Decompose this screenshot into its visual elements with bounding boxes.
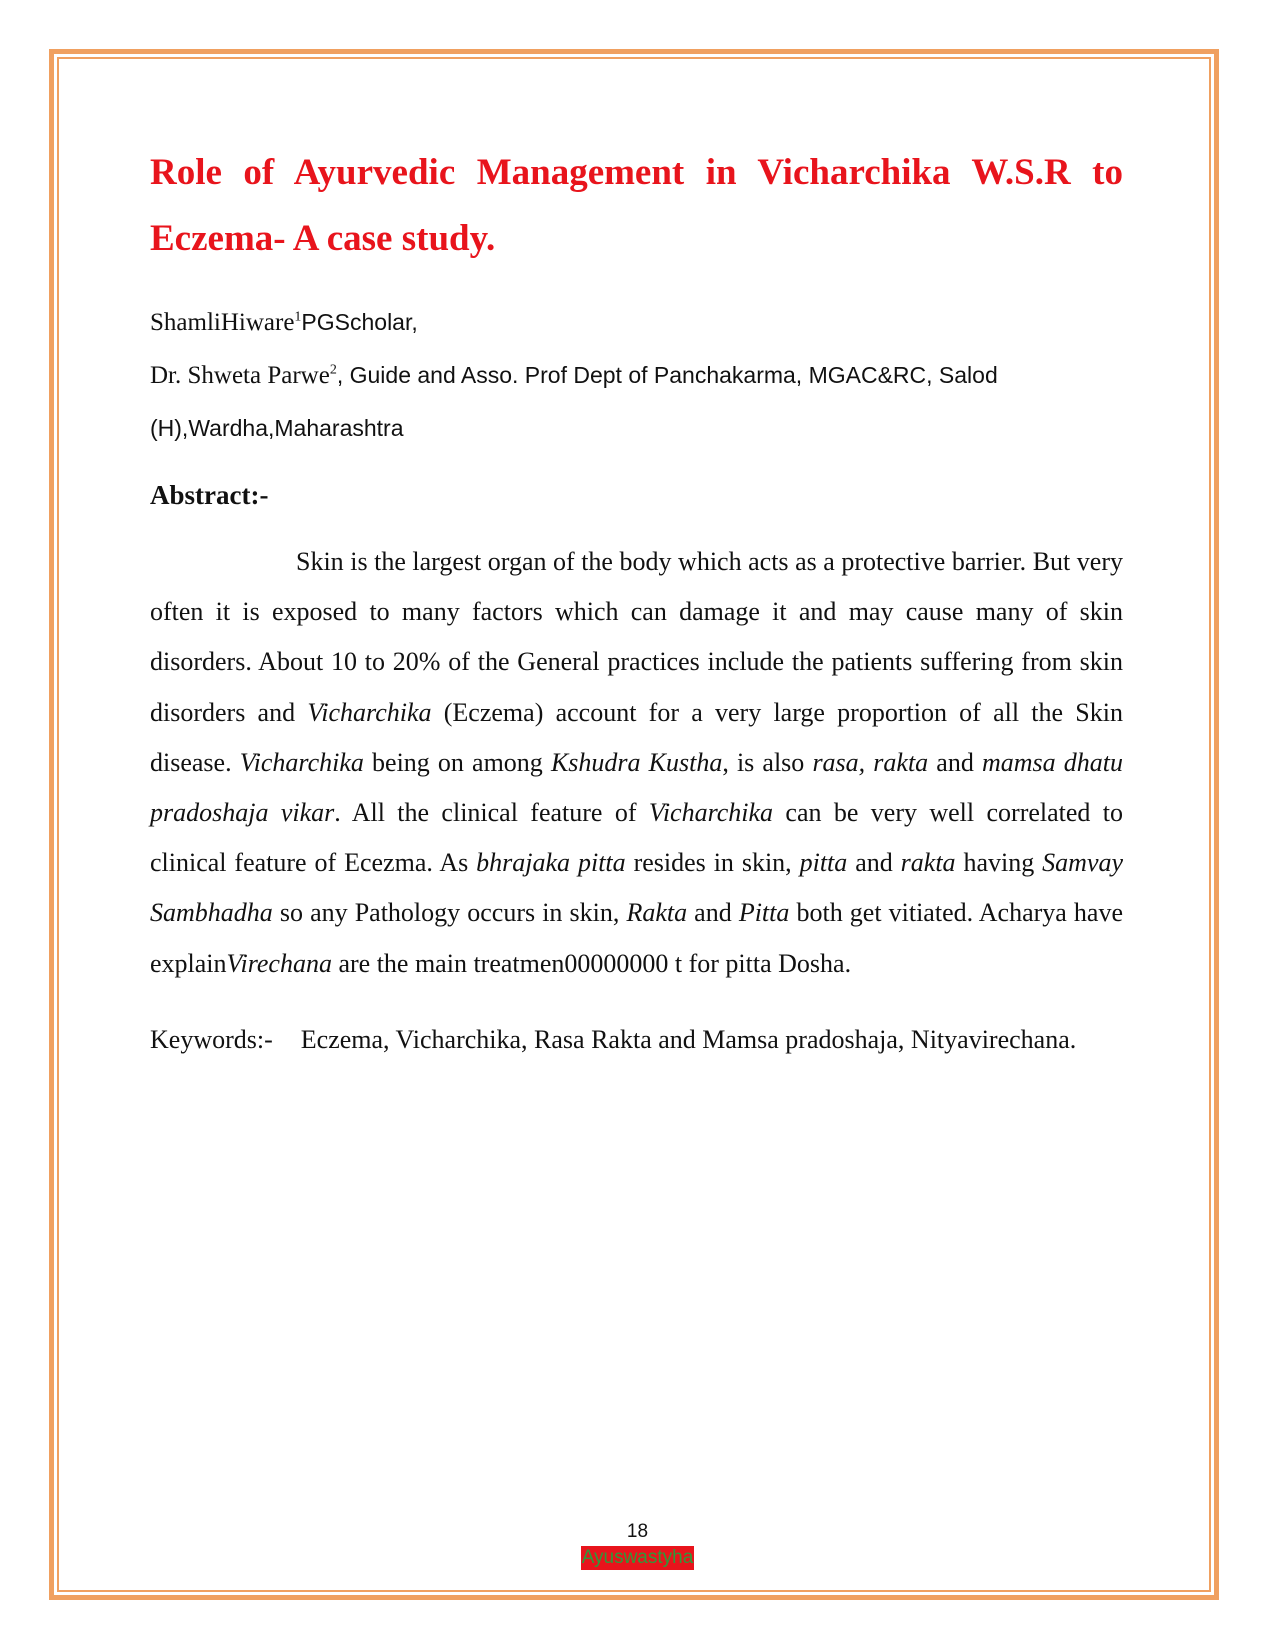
abstract-term: Vicharchika xyxy=(648,798,774,828)
abstract-text: so any Pathology occurs in skin, xyxy=(272,898,627,928)
abstract-text: and xyxy=(928,747,982,777)
abstract-text: Skin is the largest organ of the body which acts as a protective barrier. But very often it is exposed to many factors which can damage it and may cause many of skin disorders. About 10 to 20% of the General practices include the patients suffering from skin disorders and xyxy=(150,547,1123,727)
abstract-text: being on among xyxy=(363,747,551,777)
abstract-text: and xyxy=(847,848,901,878)
author-superscript: 1 xyxy=(294,309,302,325)
abstract-term: Vicharchika xyxy=(307,697,432,727)
author-line-1 xyxy=(150,296,1123,349)
author-list xyxy=(150,296,1123,455)
author-affiliation: PGScholar, xyxy=(301,309,418,335)
abstract-term: rakta xyxy=(900,848,956,878)
abstract-term: Virechana xyxy=(226,948,332,978)
abstract-term: Vicharchika xyxy=(239,747,364,777)
abstract-term: Samvay Sambhadha xyxy=(150,848,1124,928)
abstract-body xyxy=(150,537,1123,989)
abstract-term: Pitta xyxy=(738,898,790,928)
abstract-term: mamsa dhatu pradoshaja vikar xyxy=(150,747,1124,828)
abstract-text: and xyxy=(687,898,739,928)
abstract-term: rasa, rakta xyxy=(812,747,929,777)
abstract-text: are the main treatmen00000000 t for pitta Dosha. xyxy=(331,948,852,978)
author-superscript: 2 xyxy=(329,362,337,378)
abstract-term: Rakta xyxy=(626,898,688,928)
abstract-text: resides in skin, xyxy=(625,848,800,878)
abstract-text: both get vitiated. Acharya have explain xyxy=(150,898,1123,978)
journal-name-badge: Ayuswastyha xyxy=(581,1547,694,1568)
page-footer xyxy=(0,1520,1275,1570)
abstract-text: (Eczema) account for a very large proportion of all the Skin disease. xyxy=(150,697,1123,777)
abstract-term: Kshudra Kustha xyxy=(550,747,723,777)
abstract-term: bhrajaka pitta xyxy=(476,848,626,878)
abstract-text: . All the clinical feature of xyxy=(334,798,649,828)
keywords-text: Eczema, Vicharchika, Rasa Rakta and Mamsa pradoshaja, Nityavirechana. xyxy=(300,1024,1077,1054)
abstract-term: pitta xyxy=(799,848,848,878)
author-name: ShamliHiware xyxy=(150,309,295,336)
article-content xyxy=(150,140,1123,1091)
author-name: Dr. Shweta Parwe xyxy=(150,362,330,389)
abstract-text: can be very well correlated to clinical feature of Ecezma. As xyxy=(150,798,1124,878)
abstract-text: having xyxy=(955,848,1043,878)
abstract-text: , is also xyxy=(722,747,813,777)
author-affiliation: , Guide and Asso. Prof Dept of Panchakarma, MGAC&RC, Salod (H),Wardha,Maharashtra xyxy=(150,362,998,441)
keywords-label: Keywords:- xyxy=(150,1024,273,1054)
page-number: 18 xyxy=(626,1521,649,1542)
keywords xyxy=(150,1015,1123,1065)
author-line-2 xyxy=(150,349,1123,455)
abstract-heading: Abstract:- xyxy=(150,480,269,510)
article-title: Role of Ayurvedic Management in Vicharchika W.S.R to Eczema- A case study. xyxy=(150,152,1123,259)
